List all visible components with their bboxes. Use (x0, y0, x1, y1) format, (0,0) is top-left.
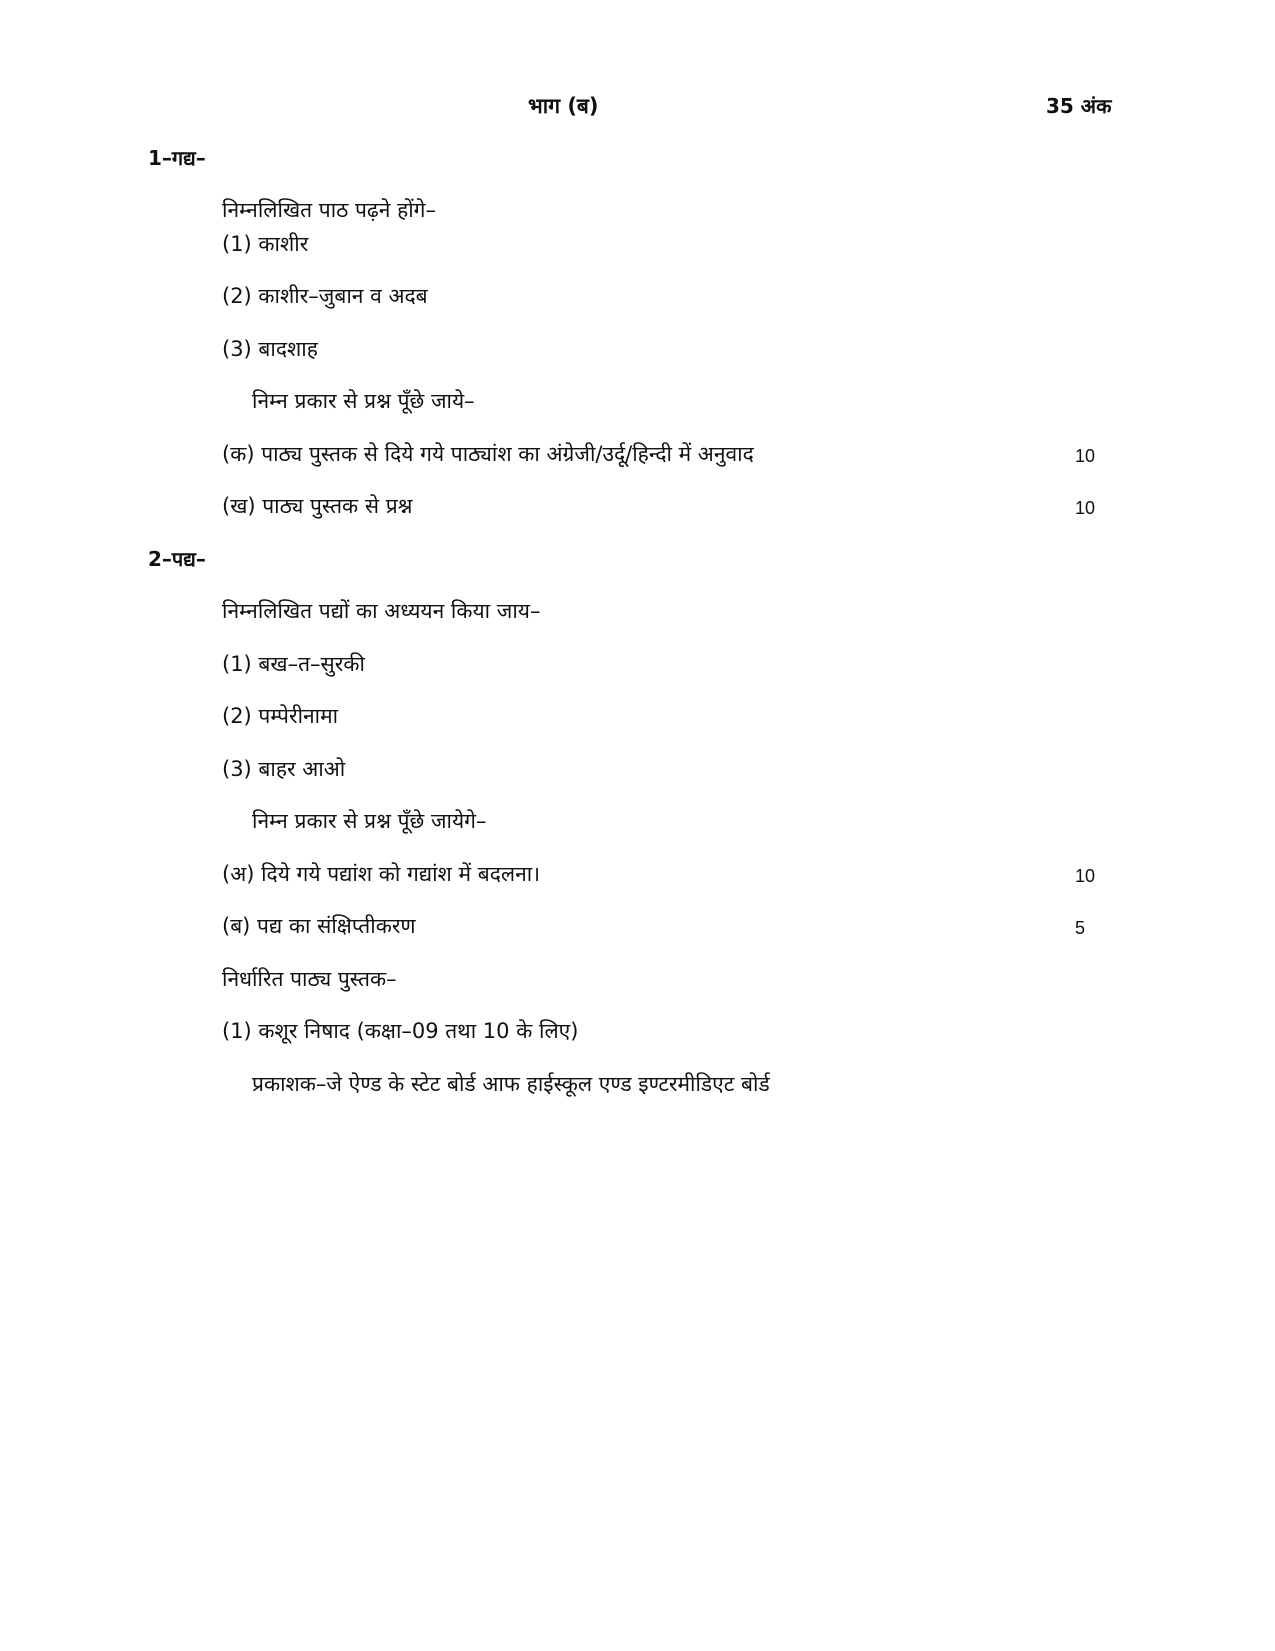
section-2-question-1: (अ) दिये गये पद्यांश को गद्यांश में बदलना। (222, 862, 541, 886)
total-marks: 35 अंक (1046, 94, 1112, 118)
section-2-question-1-marks: 10 (1075, 866, 1096, 886)
textbook-heading: निर्धारित पाठ्य पुस्तक– (222, 967, 397, 991)
section-1-question-2-marks: 10 (1075, 498, 1096, 518)
section-1-intro: निम्नलिखित पाठ पढ़ने होंगे– (222, 198, 437, 222)
section-1-question-1-marks: 10 (1075, 446, 1096, 466)
section-1-question-1: (क) पाठ्य पुस्तक से दिये गये पाठ्यांश का अंग्रेजी/उर्दू/हिन्दी में अनुवाद (222, 442, 754, 466)
section-2-question-2: (ब) पद्य का संक्षिप्तीकरण (222, 914, 416, 938)
section-1-question-intro: निम्न प्रकार से प्रश्न पूँछे जाये– (252, 389, 475, 413)
section-2-intro: निम्नलिखित पद्यों का अध्ययन किया जाय– (222, 599, 541, 623)
textbook-entry: (1) कशूर निषाद (कक्षा–09 तथा 10 के लिए) (222, 1019, 579, 1043)
part-title: भाग (ब) (528, 94, 599, 118)
section-2-question-intro: निम्न प्रकार से प्रश्न पूँछे जायेगे– (252, 809, 487, 833)
section-2-heading: 2–पद्य– (148, 547, 206, 571)
section-2-item-2: (2) पम्पेरीनामा (222, 704, 339, 728)
section-2-item-3: (3) बाहर आओ (222, 757, 346, 781)
section-1-question-2: (ख) पाठ्य पुस्तक से प्रश्न (222, 494, 413, 518)
publisher-line: प्रकाशक–जे ऐण्ड के स्टेट बोर्ड आफ हाईस्कूल एण्ड इण्टरमीडिएट बोर्ड (252, 1072, 770, 1096)
section-1-item-2: (2) काशीर–जुबान व अदब (222, 284, 428, 308)
section-2-question-2-marks: 5 (1075, 918, 1086, 938)
section-1-item-3: (3) बादशाह (222, 337, 318, 361)
section-2-item-1: (1) बख–त–सुरकी (222, 652, 365, 676)
section-1-item-1: (1) काशीर (222, 232, 309, 256)
section-1-heading: 1–गद्य– (148, 146, 206, 170)
